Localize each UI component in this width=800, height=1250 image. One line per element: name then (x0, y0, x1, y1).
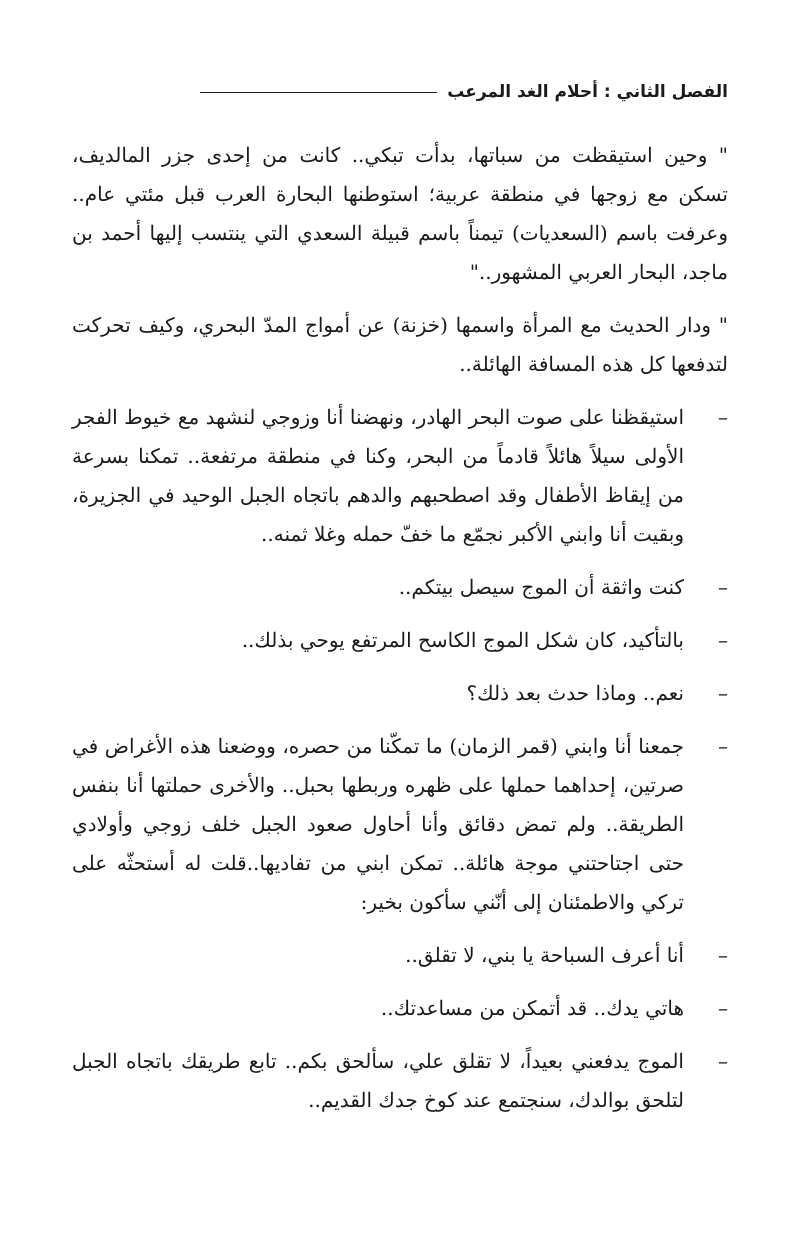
dialog-dash: – (718, 681, 728, 705)
dialog-text: الموج يدفعني بعيداً، لا تقلق علي، سألحق بكم.. تابع طريقك باتجاه الجبل لتلحق بوالدك، سنجتمع عند كوخ جدك القديم.. (72, 1049, 684, 1112)
narration-paragraph: " وحين استيقظت من سباتها، بدأت تبكي.. كانت من إحدى جزر المالديف، تسكن مع زوجها في منطقة عربية؛ استوطنها البحارة العرب قبل مئتي عام.. وعرفت باسم (السعديات) تيمناً باسم قبيلة السعدي التي ينتسب إليها أحمد بن ماجد، البحار العربي المشهور.." (72, 143, 728, 284)
dialog-line (72, 674, 728, 713)
dialog-text: استيقظنا على صوت البحر الهادر، ونهضنا أنا وزوجي لنشهد مع خيوط الفجر الأولى سيلاً هائلاً قادماً من البحر، وكنا في منطقة مرتفعة.. تمكنا بسرعة من إيقاظ الأطفال وقد اصطحبهم والدهم باتجاه الجبل الوحيد في الجزيرة، وبقيت أنا وابني الأكبر نجمّع ما خفّ حمله وغلا ثمنه.. (72, 405, 684, 546)
dialog-line (72, 727, 728, 922)
dialog-dash: – (718, 996, 728, 1020)
chapter-title: الفصل الثاني : أحلام الغد المرعب (447, 82, 728, 102)
dialog-dash: – (718, 575, 728, 599)
dialog-line (72, 568, 728, 607)
header-rule (200, 92, 437, 93)
dialog-line (72, 989, 728, 1028)
dialog-text: بالتأكيد، كان شكل الموج الكاسح المرتفع يوحي بذلك.. (241, 628, 684, 652)
narration-paragraph: " ودار الحديث مع المرأة واسمها (خزنة) عن أمواج المدّ البحري، وكيف تحركت لتدفعها كل هذه المسافة الهائلة.. (72, 313, 728, 376)
dialog-dash: – (718, 405, 728, 429)
dialog-text: كنت واثقة أن الموج سيصل بيتكم.. (398, 575, 684, 599)
dialog-text: أنا أعرف السباحة يا بني، لا تقلق.. (405, 943, 684, 967)
dialog-dash: – (718, 734, 728, 758)
dialog-text: هاتي يدك.. قد أتمكن من مساعدتك.. (380, 996, 684, 1020)
book-page (72, 0, 728, 1250)
running-header (200, 82, 728, 102)
dialog-dash: – (718, 1049, 728, 1073)
page-body (72, 136, 728, 1134)
dialog-line (72, 621, 728, 660)
dialog-dash: – (718, 943, 728, 967)
dialog-dash: – (718, 628, 728, 652)
dialog-line (72, 936, 728, 975)
dialog-line (72, 1042, 728, 1120)
dialog-text: نعم.. وماذا حدث بعد ذلك؟ (466, 681, 684, 705)
dialog-line (72, 398, 728, 554)
dialog-text: جمعنا أنا وابني (قمر الزمان) ما تمكّنا من حصره، ووضعنا هذه الأغراض في صرتين، إحداهما حملها على ظهره وربطها بحبل.. والأخرى حملتها أنا بنفس الطريقة.. ولم تمض دقائق وأنا أحاول صعود الجبل خلف زوجي وأولادي حتى اجتاحتني موجة هائلة.. تمكن ابني من تفاديها..قلت له أستحثّه على تركي والاطمئنان إلى أنّني سأكون بخير: (72, 734, 684, 914)
